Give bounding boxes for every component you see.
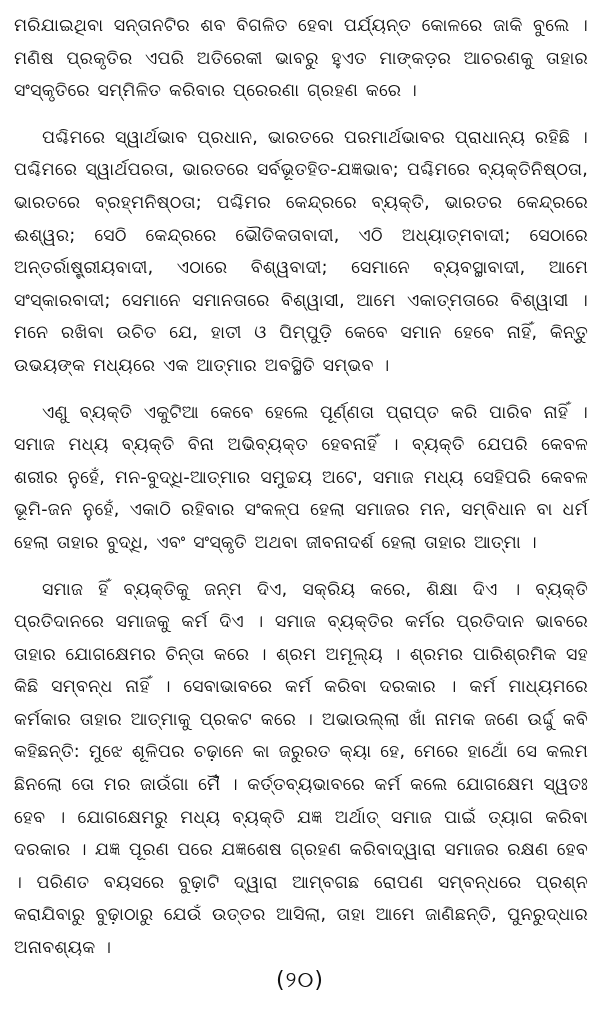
- paragraph-west-vs-india: ପଶ୍ଚିମରେ ସ୍ୱାର୍ଥଭାବ ପ୍ରଧାନ, ଭାରତରେ ପରମାର୍ଥଭାବର ପ୍ରାଧାନ୍ୟ ରହିଛି । ପଶ୍ଚିମରେ ସ୍ୱାର୍ଥପରତା, ଭାରତରେ ସର୍ବଭୂତହିତ-ଯଜ୍ଞଭାବ; ପଶ୍ଚିମରେ ବ୍ୟକ୍ତିନିଷ୍ଠତା, ଭାରତରେ ବ୍ରହ୍ମନିଷ୍ଠତା; ପଶ୍ଚିମର କେନ୍ଦ୍ରରେ ବ୍ୟକ୍ତି, ଭାରତର କେନ୍ଦ୍ରରେ ଈଶ୍ୱର; ସେଠି କେନ୍ଦ୍ରରେ ଭୌତିକତାବାଦୀ, ଏଠି ଅଧ୍ୟାତ୍ମବାଦୀ; ସେଠାରେ ଅନ୍ତର୍ରାଷ୍ଟ୍ରୀୟବାଦୀ, ଏଠାରେ ବିଶ୍ୱବାଦୀ; ସେମାନେ ବ୍ୟବସ୍ଥାବାଦୀ, ଆମେ ସଂସ୍କାରବାଦୀ; ସେମାନେ ସମାନତାରେ ବିଶ୍ୱାସୀ, ଆମେ ଏକାତ୍ମତାରେ ବିଶ୍ୱାସୀ । ମନେ ରଖିବା ଉଚିତ ଯେ, ହାତୀ ଓ ପିମ୍ପୁଡ଼ି କେବେ ସମାନ ହେବେ ନାହିଁ, କିନ୍ତୁ ଉଭୟଙ୍କ ମଧ୍ୟରେ ଏକ ଆତ୍ମାର ଅବସ୍ଥିତି ସମ୍ଭବ ।: [14, 127, 588, 376]
- paragraph-society-karma: ସମାଜ ହିଁ ବ୍ୟକ୍ତିକୁ ଜନ୍ମ ଦିଏ, ସକ୍ରିୟ କରେ, ଶିକ୍ଷା ଦିଏ । ବ୍ୟକ୍ତି ପ୍ରତିଦାନରେ ସମାଜକୁ କର୍ମ ଦିଏ । ସମାଜ ବ୍ୟକ୍ତିର କର୍ମର ପ୍ରତିଦାନ ଭାବରେ ତାହାର ଯୋଗକ୍ଷେମର ଚିନ୍ତା କରେ । ଶ୍ରମ ଅମୂଲ୍ୟ । ଶ୍ରମର ପାରିଶ୍ରମିକ ସହ କିଛି ସମ୍ବନ୍ଧ ନାହିଁ । ସେବାଭାବରେ କର୍ମ କରିବା ଦରକାର । କର୍ମ ମାଧ୍ୟମରେ କର୍ମକାର ତାହାର ଆତ୍ମାକୁ ପ୍ରକଟ କରେ । ଅଭାଉଲ୍ଲା ଖାଁ ନାମକ ଜଣେ ଉର୍ଦ୍ଦୁ କବି କହିଛନ୍ତି: ମୁଝେ ଶୂଳିପର ଚଢ଼ାନେ କା ଜରୁରତ କ୍ୟା ହେ, ମେରେ ହାଥୋଁ ସେ କଲମ ଛିନଲୋ ତୋ ମର ଜାଉଁଗା ମୈଁ । କର୍ତ୍ତବ୍ୟଭାବରେ କର୍ମ କଲେ ଯୋଗକ୍ଷେମ ସ୍ୱତଃ ହେବ । ଯୋଗକ୍ଷେମରୁ ମଧ୍ୟ ବ୍ୟକ୍ତି ଯଜ୍ଞ ଅର୍ଥାତ୍ ସମାଜ ପାଇଁ ତ୍ୟାଗ କରିବା ଦରକାର । ଯଜ୍ଞ ପୂରଣ ପରେ ଯଜ୍ଞଶେଷ ଗ୍ରହଣ କରିବାଦ୍ୱାରା ସମାଜର ରକ୍ଷଣ ହେବ । ପରିଣତ ବୟସରେ ବୁଢ଼ାଟି ଦ୍ୱାରା ଆମ୍ବଗଛ ରୋପଣ ସମ୍ବନ୍ଧରେ ପ୍ରଶ୍ନ କରାଯିବାରୁ ବୁଢ଼ାଠାରୁ ଯେଉଁ ଉତ୍ତର ଆସିଲା, ତାହା ଆମେ ଜାଣିଛନ୍ତି, ପୁନରୁଦ୍ଧାର ଅନାବଶ୍ୟକ ।: [14, 579, 588, 959]
- document-page: [14, 10, 588, 1005]
- paragraph-individual-society: ଏଣୁ ବ୍ୟକ୍ତି ଏକୁଟିଆ କେବେ ହେଲେ ପୂର୍ଣ୍ଣତା ପ୍ରାପ୍ତ କରି ପାରିବ ନାହିଁ । ସମାଜ ମଧ୍ୟ ବ୍ୟକ୍ତି ବିନା ଅଭିବ୍ୟକ୍ତ ହେବନାହିଁ । ବ୍ୟକ୍ତି ଯେପରି କେବଳ ଶରୀର ନୁହେଁ, ମନ-ବୁଦ୍ଧି-ଆତ୍ମାର ସମୁଚ୍ଚୟ ଅଟେ, ସମାଜ ମଧ୍ୟ ସେହିପରି କେବଳ ଭୂମି-ଜନ ନୁହେଁ, ଏକାଠି ରହିବାର ସଂକଳ୍ପ ହେଲା ସମାଜର ମନ, ସମ୍ବିଧାନ ବା ଧର୍ମ ହେଲା ତାହାର ବୁଦ୍ଧି, ଏବଂ ସଂସ୍କୃତି ଅଥବା ଜୀବନାଦର୍ଶ ହେଲା ତାହାର ଆତ୍ମା ।: [14, 402, 588, 553]
- page-number: (୨୦): [275, 968, 325, 993]
- paragraph-continuation: ମରିଯାଇଥିବା ସନ୍ତାନଟିର ଶବ ବିଗଳିତ ହେବା ପର୍ଯ୍ୟନ୍ତ କୋଳରେ ଜାକି ବୁଲେ । ମଣିଷ ପ୍ରକୃତିର ଏପରି ଅତିରେକୀ ଭାବରୁ ହୁଏତ ମାଙ୍କଡ଼ର ଆଚରଣକୁ ତାହାର ସଂସ୍କୃତିରେ ସମ୍ମିଳିତ କରିବାର ପ୍ରେରଣା ଗ୍ରହଣ କରେ ।: [14, 16, 588, 102]
